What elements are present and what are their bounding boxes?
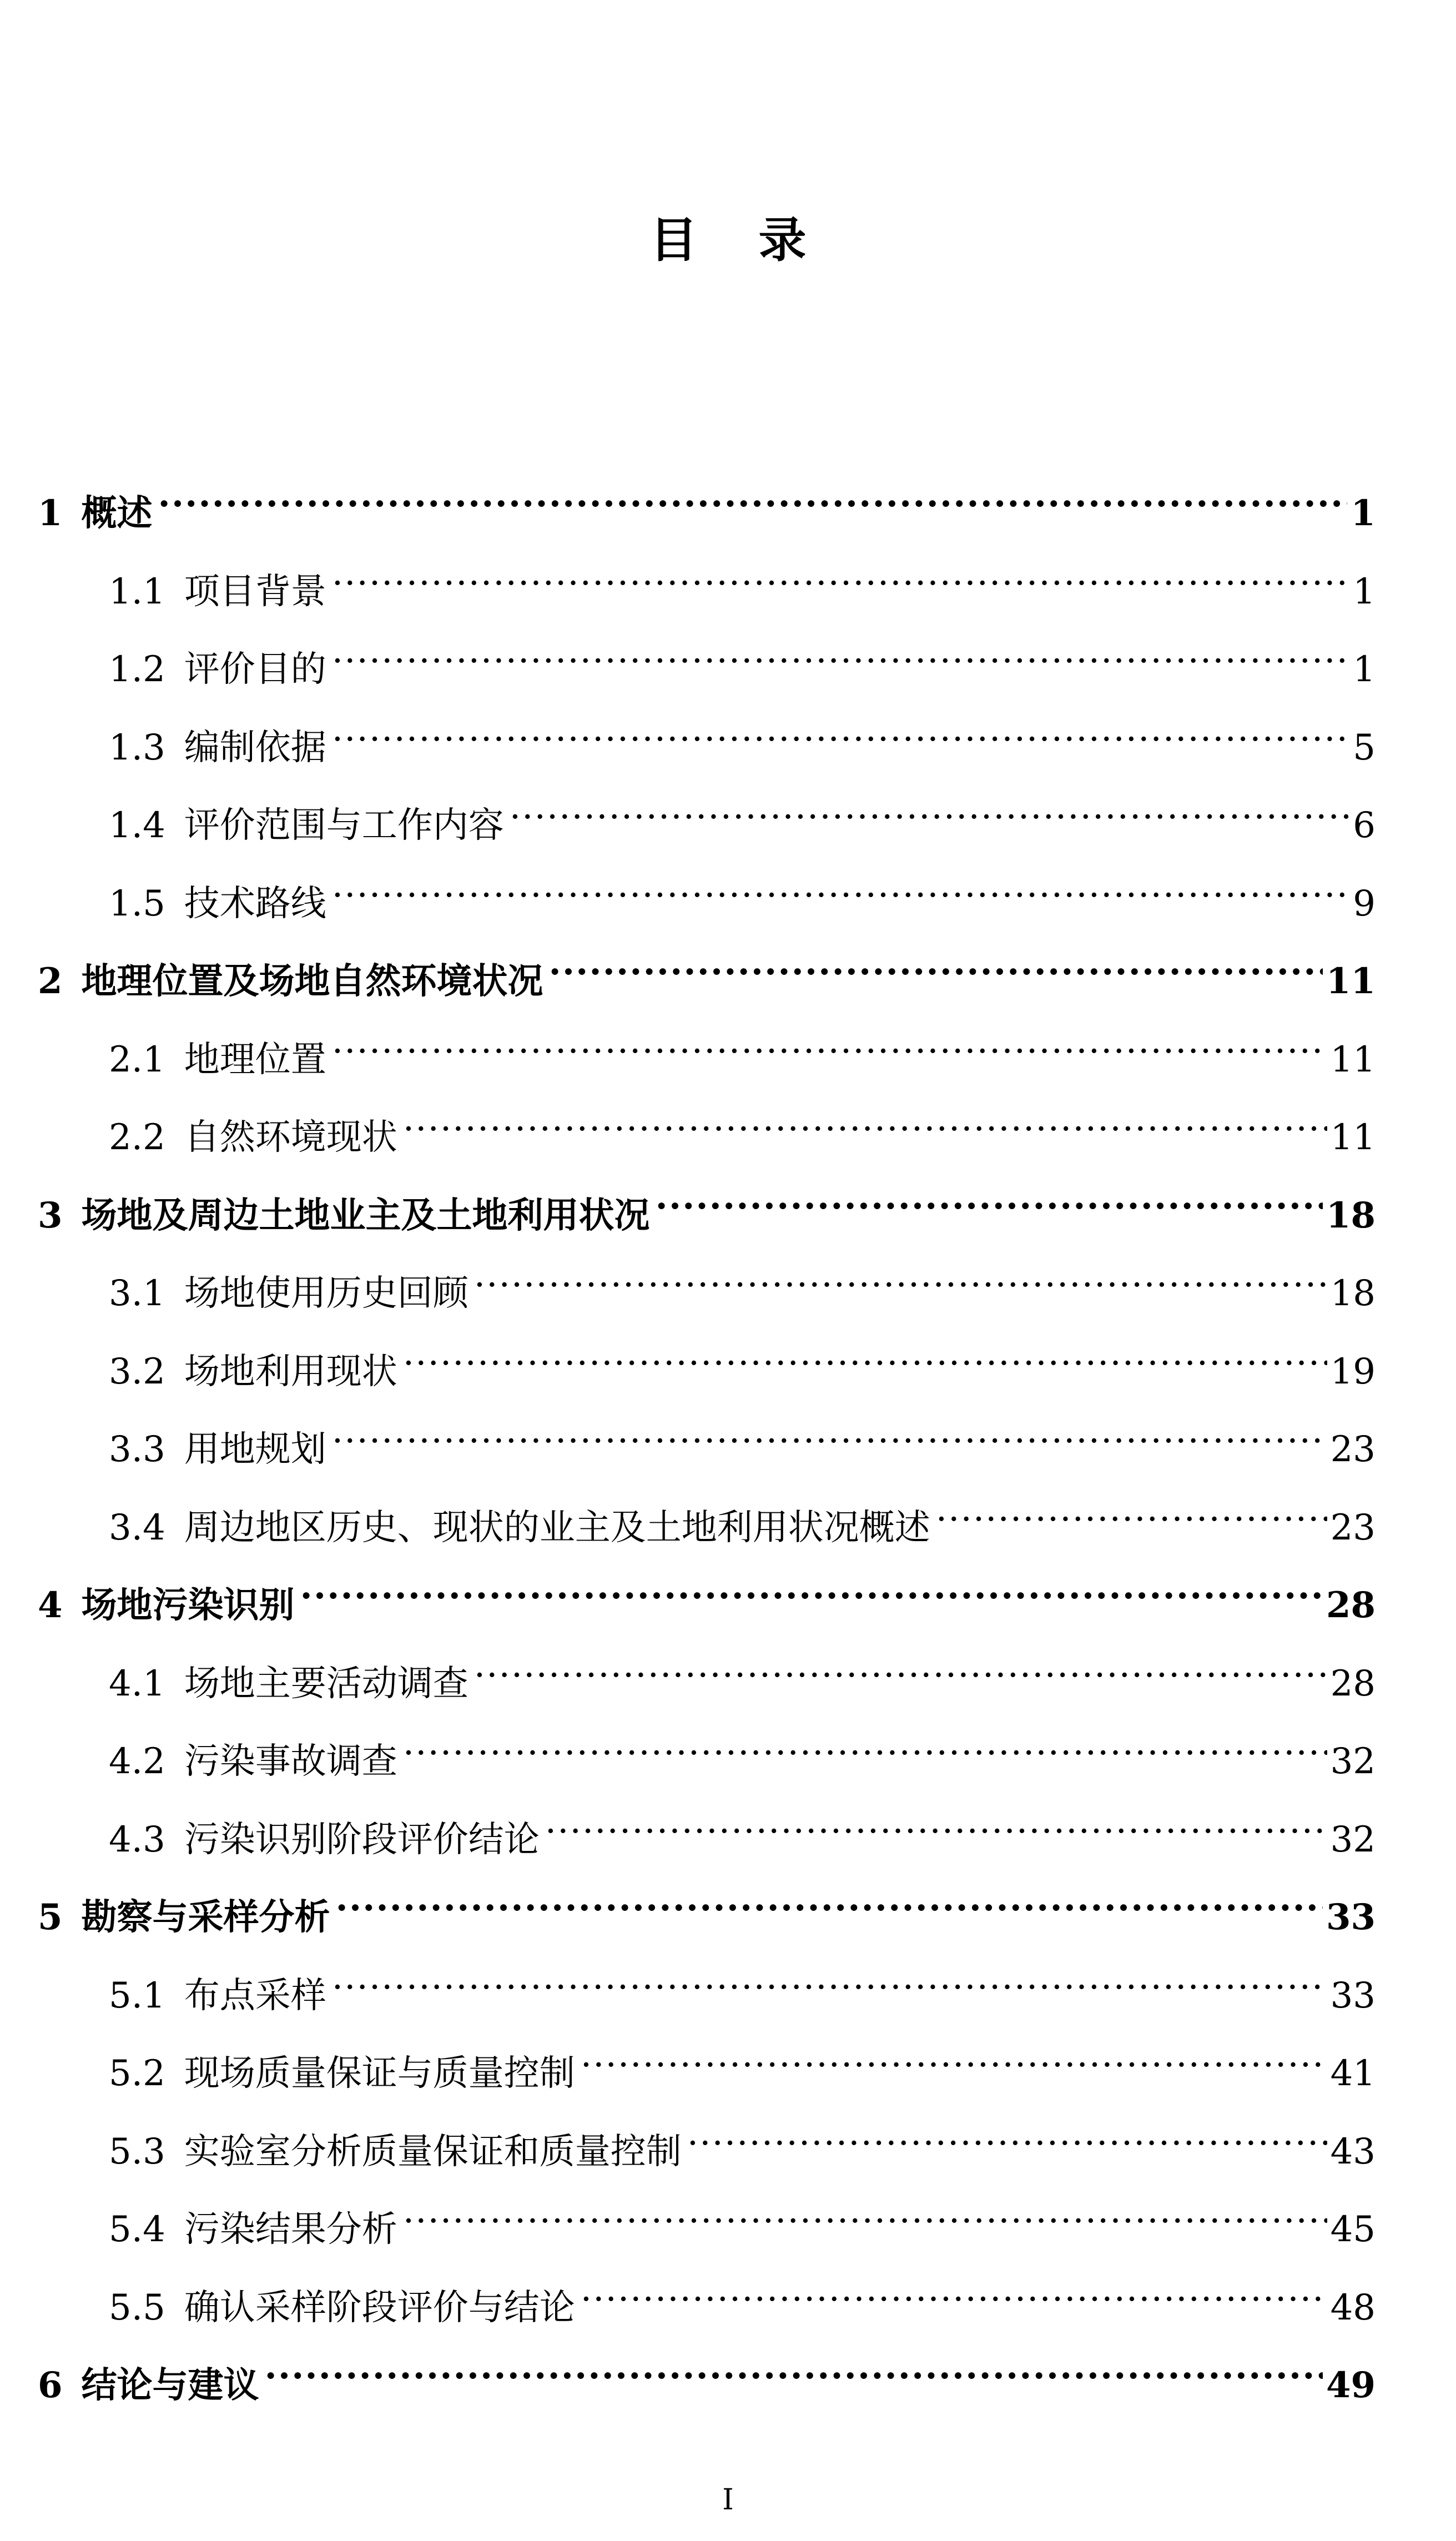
- toc-dot-leader: [545, 1790, 1327, 1851]
- toc-entry-page-number: 43: [1330, 2131, 1376, 2172]
- toc-section-entry[interactable]: [109, 542, 1376, 612]
- toc-dot-leader: [581, 2024, 1327, 2085]
- toc-dot-leader: [332, 1400, 1327, 1461]
- toc-dot-leader: [656, 1166, 1323, 1227]
- toc-section-entry[interactable]: [109, 1088, 1376, 1158]
- toc-entry-page-number: 41: [1330, 2053, 1376, 2094]
- toc-section-entry[interactable]: [109, 620, 1376, 690]
- toc-entry-number: 3: [38, 1194, 63, 1236]
- toc-entry-number: 2: [38, 960, 63, 1002]
- toc-dot-leader: [332, 1946, 1327, 2007]
- toc-entry-title: 技术路线: [184, 883, 326, 924]
- toc-entry-title: 评价范围与工作内容: [184, 805, 504, 846]
- toc-entry-page-number: 33: [1326, 1896, 1376, 1938]
- toc-entry-number: 4.1: [109, 1663, 165, 1704]
- toc-dot-leader: [403, 1322, 1327, 1383]
- toc-section-entry[interactable]: [109, 1400, 1376, 1470]
- toc-entry-title: 现场质量保证与质量控制: [184, 2053, 575, 2094]
- toc-chapter-entry[interactable]: [38, 464, 1376, 534]
- toc-entry-title: 项目背景: [184, 571, 326, 612]
- toc-entry-title: 勘察与采样分析: [81, 1896, 330, 1938]
- toc-entry-title: 结论与建议: [81, 2364, 259, 2406]
- toc-entry-page-number: 18: [1330, 1273, 1376, 1314]
- toc-dot-leader: [403, 1088, 1327, 1149]
- toc-chapter-entry[interactable]: [38, 1556, 1376, 1626]
- toc-entry-page-number: 28: [1326, 1584, 1376, 1626]
- toc-entry-page-number: 11: [1326, 960, 1376, 1002]
- toc-entry-number: 5.4: [109, 2209, 165, 2250]
- toc-entry-title: 地理位置: [184, 1039, 326, 1080]
- toc-entry-page-number: 23: [1330, 1429, 1376, 1470]
- toc-entry-number: 2.1: [109, 1039, 165, 1080]
- toc-entry-number: 1.1: [109, 571, 165, 612]
- toc-dot-leader: [332, 854, 1350, 915]
- toc-entry-page-number: 6: [1353, 805, 1376, 846]
- toc-section-entry[interactable]: [109, 854, 1376, 924]
- toc-entry-number: 1: [38, 492, 63, 534]
- toc-chapter-entry[interactable]: [38, 2336, 1376, 2406]
- toc-dot-leader: [581, 2258, 1327, 2319]
- page-title-char-2: 录: [758, 212, 807, 268]
- toc-section-entry[interactable]: [109, 776, 1376, 846]
- toc-entry-title: 污染识别阶段评价结论: [184, 1819, 540, 1860]
- toc-entry-number: 1.5: [109, 883, 165, 924]
- toc-entry-number: 5.3: [109, 2131, 165, 2172]
- toc-entry-page-number: 11: [1330, 1039, 1376, 1080]
- toc-entry-title: 实验室分析质量保证和质量控制: [184, 2131, 682, 2172]
- toc-dot-leader: [332, 542, 1350, 603]
- toc-entry-title: 确认采样阶段评价与结论: [184, 2287, 575, 2328]
- toc-entry-page-number: 9: [1353, 883, 1376, 924]
- toc-entry-number: 4: [38, 1584, 63, 1626]
- toc-dot-leader: [510, 776, 1350, 837]
- toc-entry-number: 2.2: [109, 1117, 165, 1158]
- toc-entry-page-number: 33: [1330, 1975, 1376, 2016]
- toc-entry-title: 污染结果分析: [184, 2209, 397, 2250]
- toc-section-entry[interactable]: [109, 1010, 1376, 1080]
- toc-entry-number: 3.2: [109, 1351, 165, 1392]
- page-title-char-1: 目: [649, 212, 698, 268]
- toc-section-entry[interactable]: [109, 1244, 1376, 1314]
- toc-entry-page-number: 45: [1330, 2209, 1376, 2250]
- toc-entry-number: 3.3: [109, 1429, 165, 1470]
- toc-entry-title: 编制依据: [184, 727, 326, 768]
- toc-entry-page-number: 1: [1353, 571, 1376, 612]
- toc-dot-leader: [265, 2336, 1323, 2397]
- toc-entry-number: 5: [38, 1896, 63, 1938]
- toc-entry-page-number: 28: [1330, 1663, 1376, 1704]
- toc-section-entry[interactable]: [109, 2102, 1376, 2172]
- toc-dot-leader: [549, 932, 1323, 993]
- toc-dot-leader: [300, 1556, 1323, 1617]
- toc-chapter-entry[interactable]: [38, 1166, 1376, 1236]
- toc-entry-title: 地理位置及场地自然环境状况: [81, 960, 543, 1002]
- toc-dot-leader: [158, 464, 1348, 525]
- toc-entry-number: 5.2: [109, 2053, 165, 2094]
- toc-entry-title: 场地污染识别: [81, 1584, 295, 1626]
- toc-entry-number: 4.3: [109, 1819, 165, 1860]
- toc-section-entry[interactable]: [109, 1790, 1376, 1860]
- toc-dot-leader: [936, 1478, 1327, 1539]
- toc-entry-title: 概述: [81, 492, 153, 534]
- toc-section-entry[interactable]: [109, 1712, 1376, 1782]
- toc-entry-page-number: 49: [1326, 2364, 1376, 2406]
- toc-dot-leader: [332, 620, 1350, 681]
- toc-section-entry[interactable]: [109, 2024, 1376, 2094]
- toc-entry-title: 周边地区历史、现状的业主及土地利用状况概述: [184, 1507, 930, 1548]
- toc-entry-title: 场地及周边土地业主及土地利用状况: [81, 1194, 650, 1236]
- toc-entry-page-number: 1: [1351, 492, 1376, 534]
- toc-dot-leader: [687, 2102, 1327, 2163]
- toc-entry-number: 1.2: [109, 649, 165, 690]
- toc-entry-page-number: 11: [1330, 1117, 1376, 1158]
- toc-entry-page-number: 32: [1330, 1741, 1376, 1782]
- toc-chapter-entry[interactable]: [38, 1868, 1376, 1938]
- toc-entry-page-number: 18: [1326, 1194, 1376, 1236]
- toc-entry-title: 用地规划: [184, 1429, 326, 1470]
- toc-dot-leader: [332, 1010, 1327, 1071]
- toc-section-entry[interactable]: [109, 1946, 1376, 2016]
- toc-dot-leader: [474, 1244, 1327, 1305]
- page-number: I: [722, 2483, 734, 2517]
- toc-entry-title: 污染事故调查: [184, 1741, 397, 1782]
- toc-dot-leader: [474, 1634, 1327, 1695]
- toc-entry-page-number: 5: [1353, 727, 1376, 768]
- toc-entry-number: 6: [38, 2364, 63, 2406]
- toc-entry-number: 1.3: [109, 727, 165, 768]
- toc-section-entry[interactable]: [109, 2180, 1376, 2250]
- toc-entry-page-number: 23: [1330, 1507, 1376, 1548]
- toc-dot-leader: [336, 1868, 1323, 1929]
- toc-entry-title: 评价目的: [184, 649, 326, 690]
- toc-dot-leader: [332, 698, 1350, 759]
- toc-dot-leader: [403, 2180, 1327, 2241]
- toc-entry-page-number: 48: [1330, 2287, 1376, 2328]
- toc-entry-page-number: 1: [1353, 649, 1376, 690]
- toc-entry-title: 场地主要活动调查: [184, 1663, 468, 1704]
- toc-entry-number: 5.5: [109, 2287, 165, 2328]
- toc-section-entry[interactable]: [109, 698, 1376, 768]
- toc-entry-number: 4.2: [109, 1741, 165, 1782]
- toc-entry-title: 场地使用历史回顾: [184, 1273, 468, 1314]
- toc-entry-page-number: 19: [1330, 1351, 1376, 1392]
- toc-section-entry[interactable]: [109, 1478, 1376, 1548]
- toc-chapter-entry[interactable]: [38, 932, 1376, 1002]
- toc-entry-number: 1.4: [109, 805, 165, 846]
- toc-entry-title: 布点采样: [184, 1975, 326, 2016]
- toc-entry-number: 5.1: [109, 1975, 165, 2016]
- toc-entry-number: 3.4: [109, 1507, 165, 1548]
- toc-entry-number: 3.1: [109, 1273, 165, 1314]
- toc-section-entry[interactable]: [109, 1634, 1376, 1704]
- toc-entry-title: 场地利用现状: [184, 1351, 397, 1392]
- toc-dot-leader: [403, 1712, 1327, 1773]
- toc-entry-title: 自然环境现状: [184, 1117, 397, 1158]
- page-title: [0, 210, 1456, 271]
- toc-entry-page-number: 32: [1330, 1819, 1376, 1860]
- toc-section-entry[interactable]: [109, 2258, 1376, 2328]
- toc-section-entry[interactable]: [109, 1322, 1376, 1392]
